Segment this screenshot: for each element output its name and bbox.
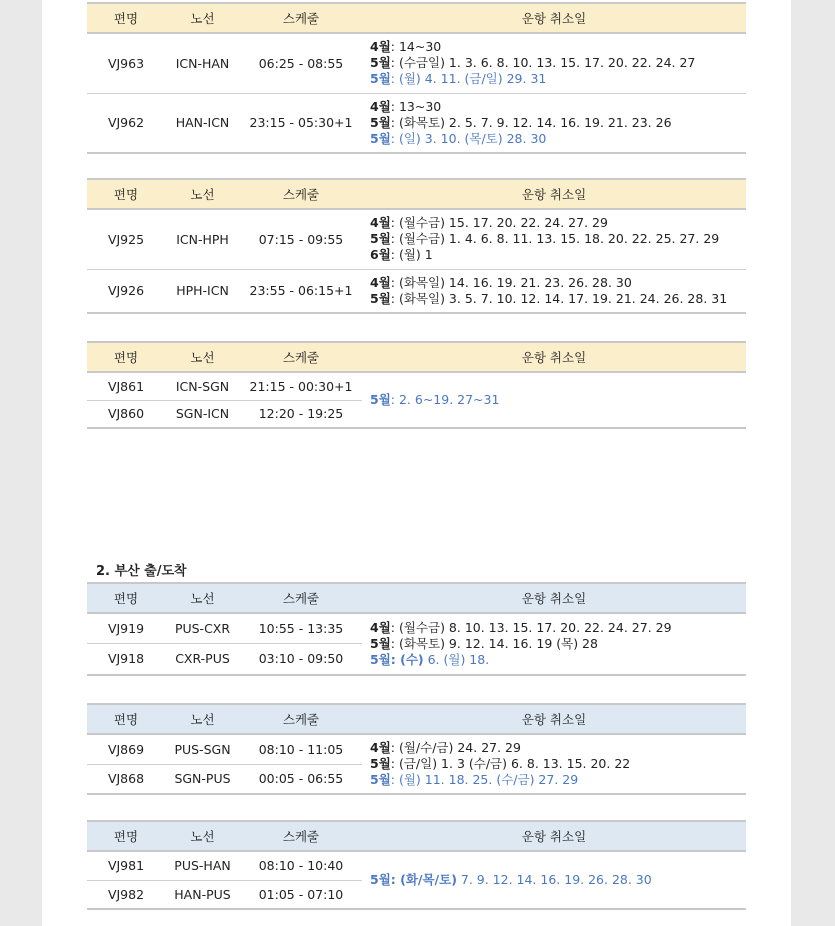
table-row [87, 613, 746, 643]
flight-number: VJ868 [87, 764, 165, 794]
cancel-line: 4월: (월/수/금) 24. 27. 29 [370, 740, 521, 755]
schedule-time: 23:55 - 06:15+1 [240, 269, 362, 313]
table-row [87, 372, 746, 400]
header-schedule: 스케줄 [240, 179, 362, 209]
route: ICN-HPH [165, 209, 240, 269]
header-route: 노선 [165, 342, 240, 372]
flight-number: VJ962 [87, 93, 165, 153]
cancel-line: 4월: 13~30 [370, 98, 442, 114]
route: HAN-PUS [165, 880, 240, 909]
header-cancel: 운항 취소일 [362, 179, 746, 209]
cancel-dates [362, 93, 746, 153]
header-cancel: 운항 취소일 [362, 583, 746, 613]
table-header [87, 704, 746, 734]
route: CXR-PUS [165, 643, 240, 675]
header-schedule: 스케줄 [240, 821, 362, 851]
document-page [42, 0, 791, 926]
header-cancel: 운항 취소일 [362, 342, 746, 372]
table-row [87, 851, 746, 880]
header-schedule: 스케줄 [240, 342, 362, 372]
schedule-table-pus-sgn [87, 703, 746, 795]
cancel-line: 5월: (월) 11. 18. 25. (수/금) 27. 29 [370, 772, 579, 787]
schedule-table-pus-han [87, 820, 746, 910]
flight-number: VJ918 [87, 643, 165, 675]
table-row [87, 33, 746, 93]
cancel-line: 5월: (월수금) 1. 4. 6. 8. 11. 13. 15. 18. 20. 22. 25. 27. 29 [370, 231, 720, 247]
flight-number: VJ925 [87, 209, 165, 269]
cancel-line: 4월: (월수금) 15. 17. 20. 22. 24. 27. 29 [370, 215, 608, 231]
cancel-line: 5월: (수금일) 1. 3. 6. 8. 10. 13. 15. 17. 20. 22. 24. 27 [370, 55, 696, 71]
table-row [87, 734, 746, 764]
header-schedule: 스케줄 [240, 583, 362, 613]
header-route: 노선 [165, 821, 240, 851]
header-flight: 편명 [87, 583, 165, 613]
header-cancel: 운항 취소일 [362, 704, 746, 734]
schedule-time: 08:10 - 11:05 [240, 734, 362, 764]
schedule-table-icn-han [87, 2, 746, 154]
header-cancel: 운항 취소일 [362, 3, 746, 33]
header-flight: 편명 [87, 704, 165, 734]
cancel-line: 4월: 14~30 [370, 39, 442, 55]
flight-number: VJ981 [87, 851, 165, 880]
flight-number: VJ982 [87, 880, 165, 909]
schedule-time: 00:05 - 06:55 [240, 764, 362, 794]
route: HAN-ICN [165, 93, 240, 153]
cancel-line: 4월: (월수금) 8. 10. 13. 15. 17. 20. 22. 24. 27. 29 [370, 620, 672, 635]
header-route: 노선 [165, 704, 240, 734]
schedule-time: 08:10 - 10:40 [240, 851, 362, 880]
flight-number: VJ926 [87, 269, 165, 313]
flight-number: VJ861 [87, 372, 165, 400]
cancel-line: 5월: (일) 3. 10. (목/토) 28. 30 [370, 130, 547, 146]
table-header [87, 821, 746, 851]
cancel-line: 5월: 2. 6~19. 27~31 [370, 392, 500, 407]
header-flight: 편명 [87, 3, 165, 33]
header-flight: 편명 [87, 821, 165, 851]
cancel-line: 5월: (화목일) 3. 5. 7. 10. 12. 14. 17. 19. 21. 24. 26. 28. 31 [370, 290, 728, 306]
table-header [87, 179, 746, 209]
schedule-time: 03:10 - 09:50 [240, 643, 362, 675]
cancel-line: 5월: (월) 4. 11. (금/일) 29. 31 [370, 71, 547, 87]
route: SGN-PUS [165, 764, 240, 794]
cancel-line: 5월: (수) 6. (월) 18. [370, 652, 490, 667]
header-schedule: 스케줄 [240, 3, 362, 33]
schedule-time: 12:20 - 19:25 [240, 400, 362, 428]
route: PUS-HAN [165, 851, 240, 880]
cancel-dates [362, 734, 746, 794]
schedule-time: 06:25 - 08:55 [240, 33, 362, 93]
schedule-table-pus-cxr [87, 582, 746, 676]
flight-number: VJ860 [87, 400, 165, 428]
cancel-line: 5월: (화목토) 2. 5. 7. 9. 12. 14. 16. 19. 21. 23. 26 [370, 114, 672, 130]
route: ICN-HAN [165, 33, 240, 93]
header-flight: 편명 [87, 179, 165, 209]
header-route: 노선 [165, 3, 240, 33]
cancel-line: 4월: (화목일) 14. 16. 19. 21. 23. 26. 28. 30 [370, 274, 632, 290]
route: HPH-ICN [165, 269, 240, 313]
cancel-dates [362, 613, 746, 675]
route: PUS-CXR [165, 613, 240, 643]
table-row [87, 209, 746, 269]
cancel-line: 6월: (월) 1 [370, 247, 433, 263]
cancel-dates [362, 33, 746, 93]
cancel-dates [362, 372, 746, 428]
header-route: 노선 [165, 179, 240, 209]
table-row [87, 93, 746, 153]
cancel-dates [362, 209, 746, 269]
route: PUS-SGN [165, 734, 240, 764]
header-route: 노선 [165, 583, 240, 613]
cancel-line: 5월: (화/목/토) 7. 9. 12. 14. 16. 19. 26. 28. 30 [370, 872, 652, 887]
cancel-line: 5월: (화목토) 9. 12. 14. 16. 19 (목) 28 [370, 636, 598, 651]
flight-number: VJ919 [87, 613, 165, 643]
cancel-line: 5월: (금/일) 1. 3 (수/금) 6. 8. 13. 15. 20. 22 [370, 756, 631, 771]
header-schedule: 스케줄 [240, 704, 362, 734]
table-header [87, 3, 746, 33]
cancel-dates [362, 269, 746, 313]
schedule-table-icn-hph [87, 178, 746, 314]
schedule-time: 07:15 - 09:55 [240, 209, 362, 269]
header-flight: 편명 [87, 342, 165, 372]
schedule-time: 21:15 - 00:30+1 [240, 372, 362, 400]
table-header [87, 342, 746, 372]
flight-number: VJ869 [87, 734, 165, 764]
schedule-time: 23:15 - 05:30+1 [240, 93, 362, 153]
schedule-time: 01:05 - 07:10 [240, 880, 362, 909]
route: SGN-ICN [165, 400, 240, 428]
table-row [87, 269, 746, 313]
flight-number: VJ963 [87, 33, 165, 93]
route: ICN-SGN [165, 372, 240, 400]
schedule-table-icn-sgn [87, 341, 746, 429]
table-header [87, 583, 746, 613]
cancel-dates [362, 851, 746, 909]
section-title: 2. 부산 출/도착 [96, 564, 187, 579]
schedule-time: 10:55 - 13:35 [240, 613, 362, 643]
header-cancel: 운항 취소일 [362, 821, 746, 851]
